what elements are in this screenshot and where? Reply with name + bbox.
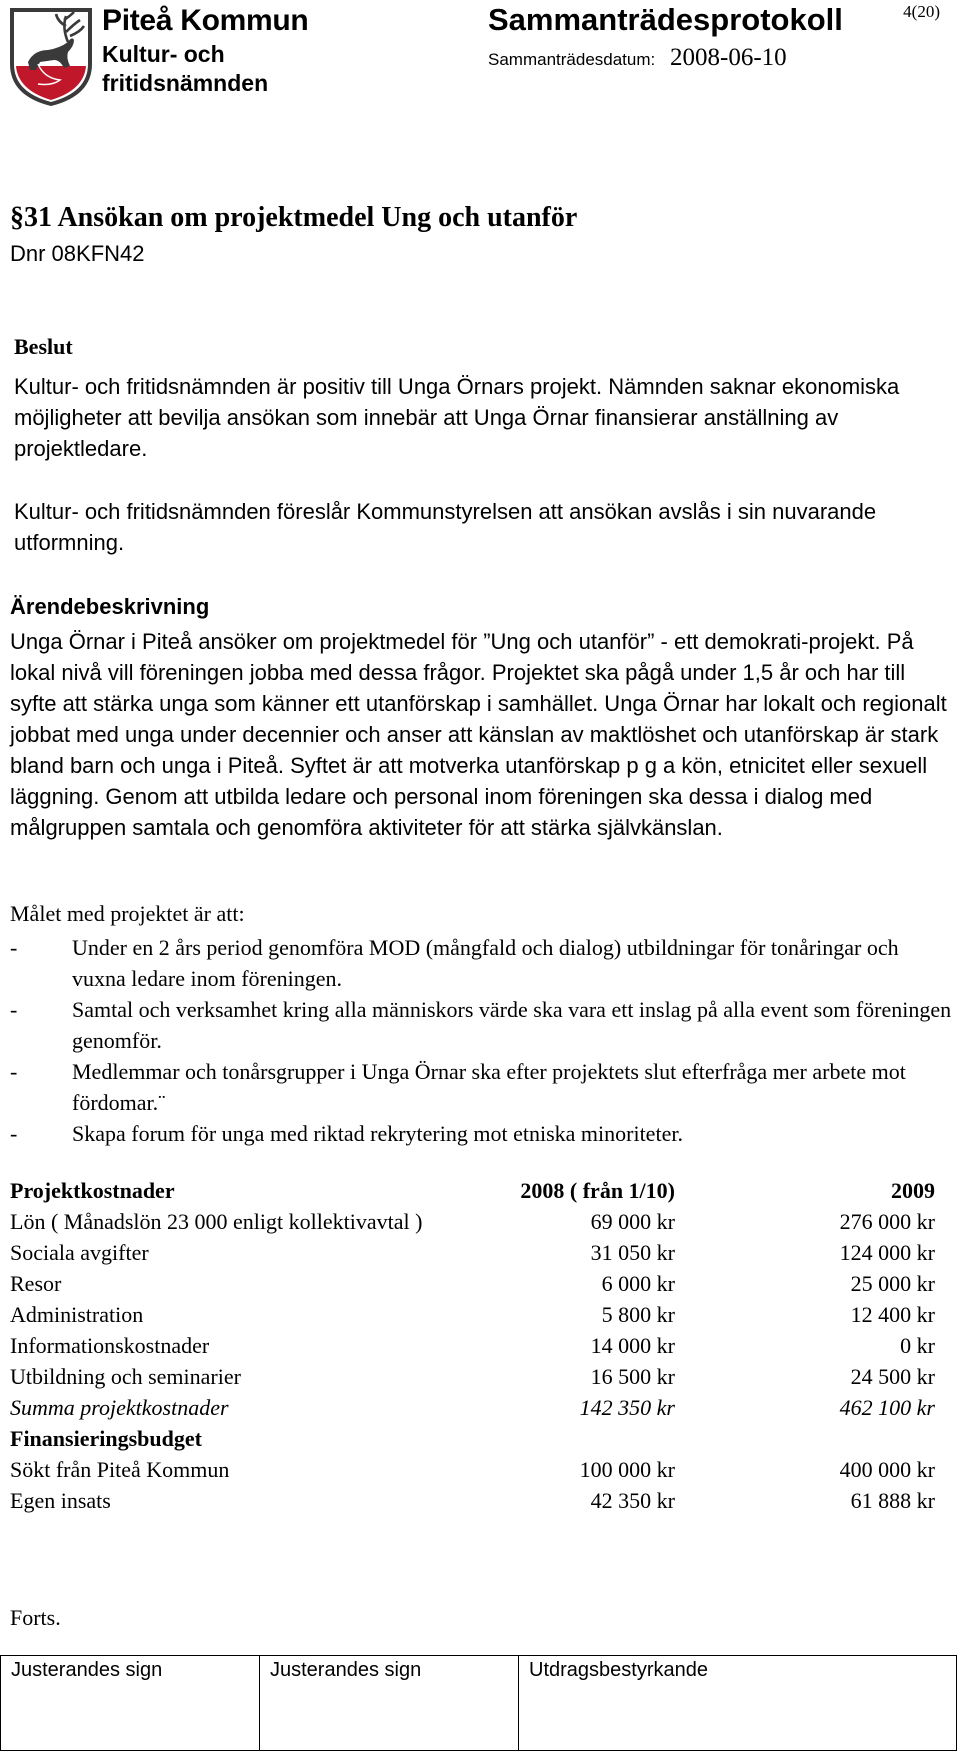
- financing-label: Egen insats: [10, 1488, 111, 1513]
- table-row: [10, 1361, 935, 1392]
- financing-2008: 42 350 kr: [590, 1488, 675, 1513]
- sum-row: [10, 1392, 935, 1423]
- cost-label: Sociala avgifter: [10, 1240, 149, 1265]
- paragraph-heading: §31 Ansökan om projektmedel Ung och utanför: [10, 202, 578, 233]
- table-row: [10, 1299, 935, 1330]
- decision-paragraph: Kultur- och fritidsnämnden föreslår Kommunstyrelsen att ansökan avslås i sin nuvarande utformning.: [14, 499, 877, 555]
- decision-paragraph: Kultur- och fritidsnämnden är positiv till Unga Örnars projekt. Nämnden saknar ekonomiska möjligheter att bevilja ansökan som innebär att Unga Örnar finansierar anställning av projektledare.: [14, 374, 900, 461]
- cost-2008: 5 800 kr: [601, 1302, 675, 1327]
- list-item: - Under en 2 års period genomföra MOD (mångfald och dialog) utbildningar för tonåringar och vuxna ledare inom föreningen.: [10, 935, 899, 991]
- financing-label: Sökt från Piteå Kommun: [10, 1457, 230, 1482]
- column-header: 2009: [891, 1178, 935, 1203]
- page-number: 4(20): [903, 2, 940, 21]
- goal-text: Under en 2 års period genomföra MOD (mångfald och dialog) utbildningar för tonåringar och vuxna ledare inom föreningen.: [72, 935, 899, 991]
- table-row: [10, 1330, 935, 1361]
- document-title: Sammanträdesprotokoll: [488, 2, 843, 37]
- sum-label: Summa projektkostnader: [10, 1395, 229, 1420]
- decision-heading: Beslut: [14, 334, 73, 359]
- table-row: [10, 1485, 935, 1516]
- signature-box-3: Utdragsbestyrkande: [519, 1656, 957, 1751]
- column-header: Projektkostnader: [10, 1178, 175, 1203]
- financing-2008: 100 000 kr: [579, 1457, 675, 1482]
- cost-2009: 0 kr: [900, 1333, 935, 1358]
- table-row: [10, 1268, 935, 1299]
- org-name: Piteå Kommun: [102, 4, 309, 37]
- cost-2009: 276 000 kr: [839, 1209, 935, 1234]
- cost-2009: 12 400 kr: [850, 1302, 935, 1327]
- financing-2009: 61 888 kr: [850, 1488, 935, 1513]
- goals-list: [10, 932, 955, 1149]
- table-row: [10, 1237, 935, 1268]
- description-heading: Ärendebeskrivning: [10, 594, 210, 619]
- cost-2008: 6 000 kr: [601, 1271, 675, 1296]
- goals-intro: Målet med projektet är att:: [10, 901, 245, 926]
- cost-2009: 24 500 kr: [850, 1364, 935, 1389]
- table-header-row: [10, 1175, 935, 1206]
- goal-text: Skapa forum för unga med riktad rekrytering mot etniska minoriteter.: [72, 1121, 683, 1146]
- list-item: - Samtal och verksamhet kring alla människors värde ska vara ett inslag på alla event som föreningen genomför.: [10, 997, 952, 1053]
- table-row: [10, 1206, 935, 1237]
- goal-text: Medlemmar och tonårsgrupper i Unga Örnar ska efter projektets slut efterfråga mer arbete mot fördomar.¨: [72, 1059, 906, 1115]
- signature-boxes: [0, 1655, 957, 1751]
- cost-label: Utbildning och seminarier: [10, 1364, 241, 1389]
- sum-2008: 142 350 kr: [579, 1395, 675, 1420]
- date-value: 2008-06-10: [670, 44, 787, 71]
- financing-heading: Finansieringsbudget: [10, 1426, 202, 1451]
- cost-2009: 25 000 kr: [850, 1271, 935, 1296]
- cost-2009: 124 000 kr: [839, 1240, 935, 1265]
- cost-label: Informationskostnader: [10, 1333, 210, 1358]
- sum-2009: 462 100 kr: [839, 1395, 935, 1420]
- cost-label: Lön ( Månadslön 23 000 enligt kollektivavtal ): [10, 1209, 423, 1234]
- reindeer-crest-icon: [8, 6, 94, 106]
- cost-2008: 69 000 kr: [590, 1209, 675, 1234]
- goal-text: Samtal och verksamhet kring alla människors värde ska vara ett inslag på alla event som föreningen genomför.: [72, 997, 952, 1053]
- description-body: Unga Örnar i Piteå ansöker om projektmedel för ”Ung och utanför” - ett demokrati-projekt. På lokal nivå vill föreningen jobba med dessa frågor. Projektet ska pågå under 1,5 år och har till syfte att stärka unga som känner ett utanförskap i samhället. Unga Örnar har lokalt och regionalt jobbat med unga under decennier och anser att känslan av maktlöshet och utanförskap är stark bland barn och unga i Piteå. Syftet är att motverka utanförskap p g a kön, etnicitet eller sexuell läggning. Genom att utbilda ledare och personal inom föreningen ska dessa i dialog med målgruppen samtala och genomföra aktiviteter för att stärka självkänslan.: [10, 629, 947, 840]
- cost-2008: 14 000 kr: [590, 1333, 675, 1358]
- list-item: - Skapa forum för unga med riktad rekrytering mot etniska minoriteter.: [10, 1121, 683, 1146]
- cost-2008: 16 500 kr: [590, 1364, 675, 1389]
- financing-heading-row: [10, 1423, 935, 1454]
- project-costs-table: [10, 1175, 935, 1516]
- signature-box-1: Justerandes sign: [1, 1656, 260, 1751]
- committee-name: Kultur- och fritidsnämnden: [102, 41, 269, 96]
- diary-number: Dnr 08KFN42: [10, 241, 145, 266]
- cost-2008: 31 050 kr: [590, 1240, 675, 1265]
- date-label: Sammanträdesdatum:: [488, 50, 656, 69]
- column-header: 2008 ( från 1/10): [520, 1178, 675, 1203]
- list-item: - Medlemmar och tonårsgrupper i Unga Örnar ska efter projektets slut efterfråga mer arbete mot fördomar.¨: [10, 1059, 906, 1115]
- cost-label: Administration: [10, 1302, 144, 1327]
- cost-label: Resor: [10, 1271, 62, 1296]
- table-row: [10, 1454, 935, 1485]
- financing-2009: 400 000 kr: [839, 1457, 935, 1482]
- signature-box-2: Justerandes sign: [260, 1656, 519, 1751]
- continued-note: Forts.: [10, 1605, 61, 1630]
